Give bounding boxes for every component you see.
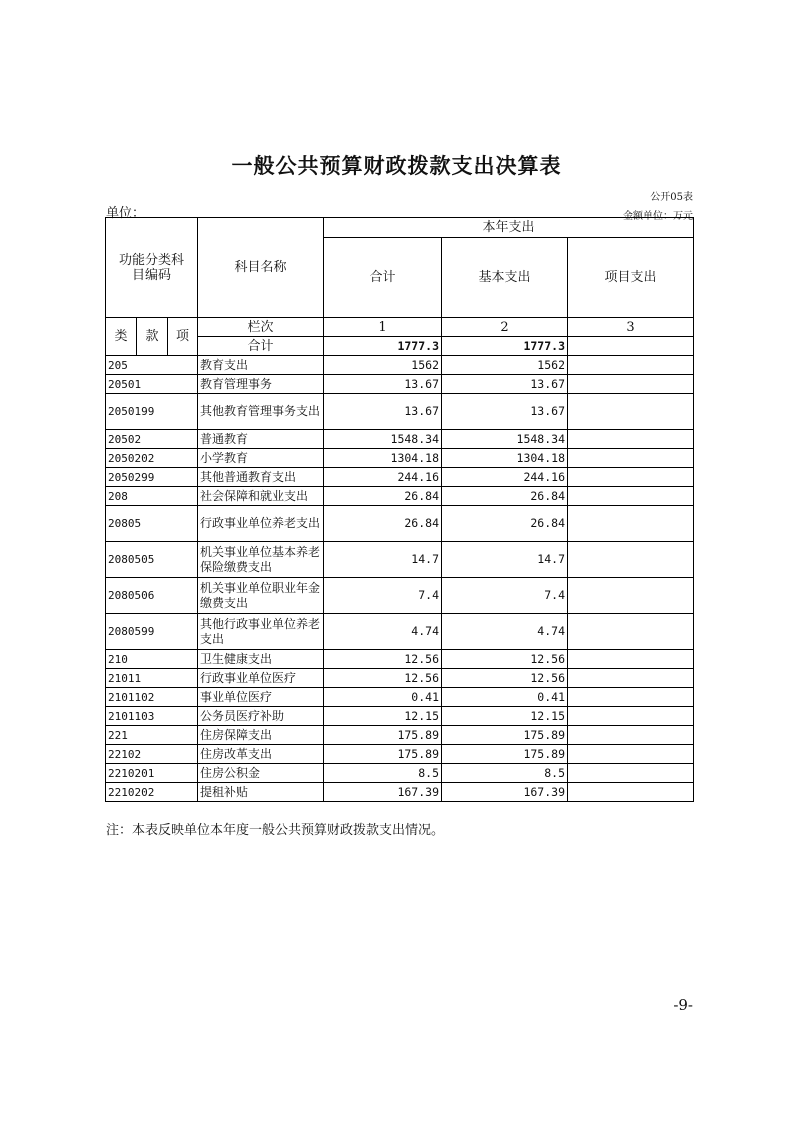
table-row (106, 650, 694, 669)
row-project (568, 783, 694, 802)
header-project: 项目支出 (568, 238, 694, 318)
row-total: 4.74 (324, 614, 442, 650)
row-basic: 12.56 (442, 650, 568, 669)
row-basic: 8.5 (442, 764, 568, 783)
row-basic: 13.67 (442, 375, 568, 394)
row-project (568, 614, 694, 650)
header-year-expense: 本年支出 (324, 218, 694, 238)
row-code: 21011 (106, 669, 198, 688)
row-code: 2210202 (106, 783, 198, 802)
row-project (568, 449, 694, 468)
row-code: 22102 (106, 745, 198, 764)
sum-basic: 1777.3 (442, 337, 568, 356)
row-project (568, 688, 694, 707)
row-name: 机关事业单位基本养老保险缴费支出 (198, 542, 324, 578)
row-code: 2050199 (106, 394, 198, 430)
row-basic: 12.15 (442, 707, 568, 726)
header-col1: 1 (324, 318, 442, 337)
row-project (568, 726, 694, 745)
sum-total: 1777.3 (324, 337, 442, 356)
row-total: 0.41 (324, 688, 442, 707)
row-project (568, 707, 694, 726)
table-row (106, 688, 694, 707)
row-project (568, 468, 694, 487)
row-code: 2101102 (106, 688, 198, 707)
row-code: 210 (106, 650, 198, 669)
sum-label: 合计 (198, 337, 324, 356)
row-total: 14.7 (324, 542, 442, 578)
row-total: 7.4 (324, 578, 442, 614)
row-name: 提租补贴 (198, 783, 324, 802)
row-basic: 244.16 (442, 468, 568, 487)
row-total: 175.89 (324, 726, 442, 745)
row-total: 12.56 (324, 669, 442, 688)
row-code: 20502 (106, 430, 198, 449)
row-name: 住房保障支出 (198, 726, 324, 745)
table-row (106, 764, 694, 783)
row-total: 175.89 (324, 745, 442, 764)
row-basic: 4.74 (442, 614, 568, 650)
row-basic: 12.56 (442, 669, 568, 688)
table-row (106, 356, 694, 375)
row-project (568, 669, 694, 688)
row-total: 167.39 (324, 783, 442, 802)
header-total: 合计 (324, 238, 442, 318)
row-basic: 0.41 (442, 688, 568, 707)
form-number: 公开05表 (650, 192, 693, 203)
table-row (106, 578, 694, 614)
row-basic: 14.7 (442, 542, 568, 578)
table-row (106, 707, 694, 726)
row-name: 住房改革支出 (198, 745, 324, 764)
row-name: 卫生健康支出 (198, 650, 324, 669)
row-code: 208 (106, 487, 198, 506)
row-project (568, 356, 694, 375)
header-col3: 3 (568, 318, 694, 337)
header-col-seq: 栏次 (198, 318, 324, 337)
row-project (568, 506, 694, 542)
row-name: 教育支出 (198, 356, 324, 375)
row-code: 2050202 (106, 449, 198, 468)
header-col2: 2 (442, 318, 568, 337)
row-total: 13.67 (324, 394, 442, 430)
row-name: 行政事业单位医疗 (198, 669, 324, 688)
budget-table (105, 217, 694, 802)
row-name: 机关事业单位职业年金缴费支出 (198, 578, 324, 614)
header-basic: 基本支出 (442, 238, 568, 318)
row-code: 205 (106, 356, 198, 375)
row-total: 13.67 (324, 375, 442, 394)
table-row (106, 745, 694, 764)
unit-label: 单位： (106, 206, 146, 221)
table-row (106, 394, 694, 430)
table-row (106, 430, 694, 449)
row-code: 20501 (106, 375, 198, 394)
row-basic: 13.67 (442, 394, 568, 430)
row-code: 20805 (106, 506, 198, 542)
row-project (568, 764, 694, 783)
row-project (568, 375, 694, 394)
row-project (568, 542, 694, 578)
header-kuan: 款 (137, 318, 168, 356)
row-project (568, 578, 694, 614)
row-project (568, 745, 694, 764)
row-basic: 175.89 (442, 726, 568, 745)
table-note: 注：本表反映单位本年度一般公共预算财政拨款支出情况。 (106, 823, 445, 838)
table-row (106, 542, 694, 578)
row-name: 事业单位医疗 (198, 688, 324, 707)
table-row (106, 783, 694, 802)
row-basic: 1562 (442, 356, 568, 375)
row-total: 26.84 (324, 487, 442, 506)
row-basic: 26.84 (442, 487, 568, 506)
table-row (106, 487, 694, 506)
row-name: 教育管理事务 (198, 375, 324, 394)
row-code: 221 (106, 726, 198, 745)
row-name: 公务员医疗补助 (198, 707, 324, 726)
row-name: 小学教育 (198, 449, 324, 468)
row-name: 其他行政事业单位养老支出 (198, 614, 324, 650)
row-basic: 26.84 (442, 506, 568, 542)
row-code: 2080505 (106, 542, 198, 578)
row-code: 2210201 (106, 764, 198, 783)
table-row (106, 506, 694, 542)
amount-unit-label: 金额单位：万元 (623, 211, 693, 222)
row-project (568, 487, 694, 506)
row-name: 行政事业单位养老支出 (198, 506, 324, 542)
table-row (106, 614, 694, 650)
page-number: -9- (673, 996, 693, 1014)
row-code: 2050299 (106, 468, 198, 487)
table-row (106, 669, 694, 688)
row-total: 8.5 (324, 764, 442, 783)
row-name: 社会保障和就业支出 (198, 487, 324, 506)
table-row (106, 375, 694, 394)
row-total: 26.84 (324, 506, 442, 542)
row-code: 2080506 (106, 578, 198, 614)
row-name: 住房公积金 (198, 764, 324, 783)
row-basic: 1304.18 (442, 449, 568, 468)
header-name: 科目名称 (198, 218, 324, 318)
row-total: 1562 (324, 356, 442, 375)
row-project (568, 650, 694, 669)
table-row (106, 449, 694, 468)
table-row (106, 468, 694, 487)
row-total: 1548.34 (324, 430, 442, 449)
page-title: 一般公共预算财政拨款支出决算表 (231, 154, 562, 178)
row-project (568, 430, 694, 449)
row-total: 12.15 (324, 707, 442, 726)
header-xiang: 项 (168, 318, 198, 356)
row-basic: 1548.34 (442, 430, 568, 449)
row-total: 12.56 (324, 650, 442, 669)
header-code: 功能分类科目编码 (106, 218, 198, 318)
header-lei: 类 (106, 318, 137, 356)
row-name: 其他普通教育支出 (198, 468, 324, 487)
row-basic: 167.39 (442, 783, 568, 802)
row-code: 2101103 (106, 707, 198, 726)
row-name: 普通教育 (198, 430, 324, 449)
table-row (106, 726, 694, 745)
row-code: 2080599 (106, 614, 198, 650)
row-total: 244.16 (324, 468, 442, 487)
sum-project (568, 337, 694, 356)
row-project (568, 394, 694, 430)
row-name: 其他教育管理事务支出 (198, 394, 324, 430)
row-basic: 7.4 (442, 578, 568, 614)
row-total: 1304.18 (324, 449, 442, 468)
row-basic: 175.89 (442, 745, 568, 764)
